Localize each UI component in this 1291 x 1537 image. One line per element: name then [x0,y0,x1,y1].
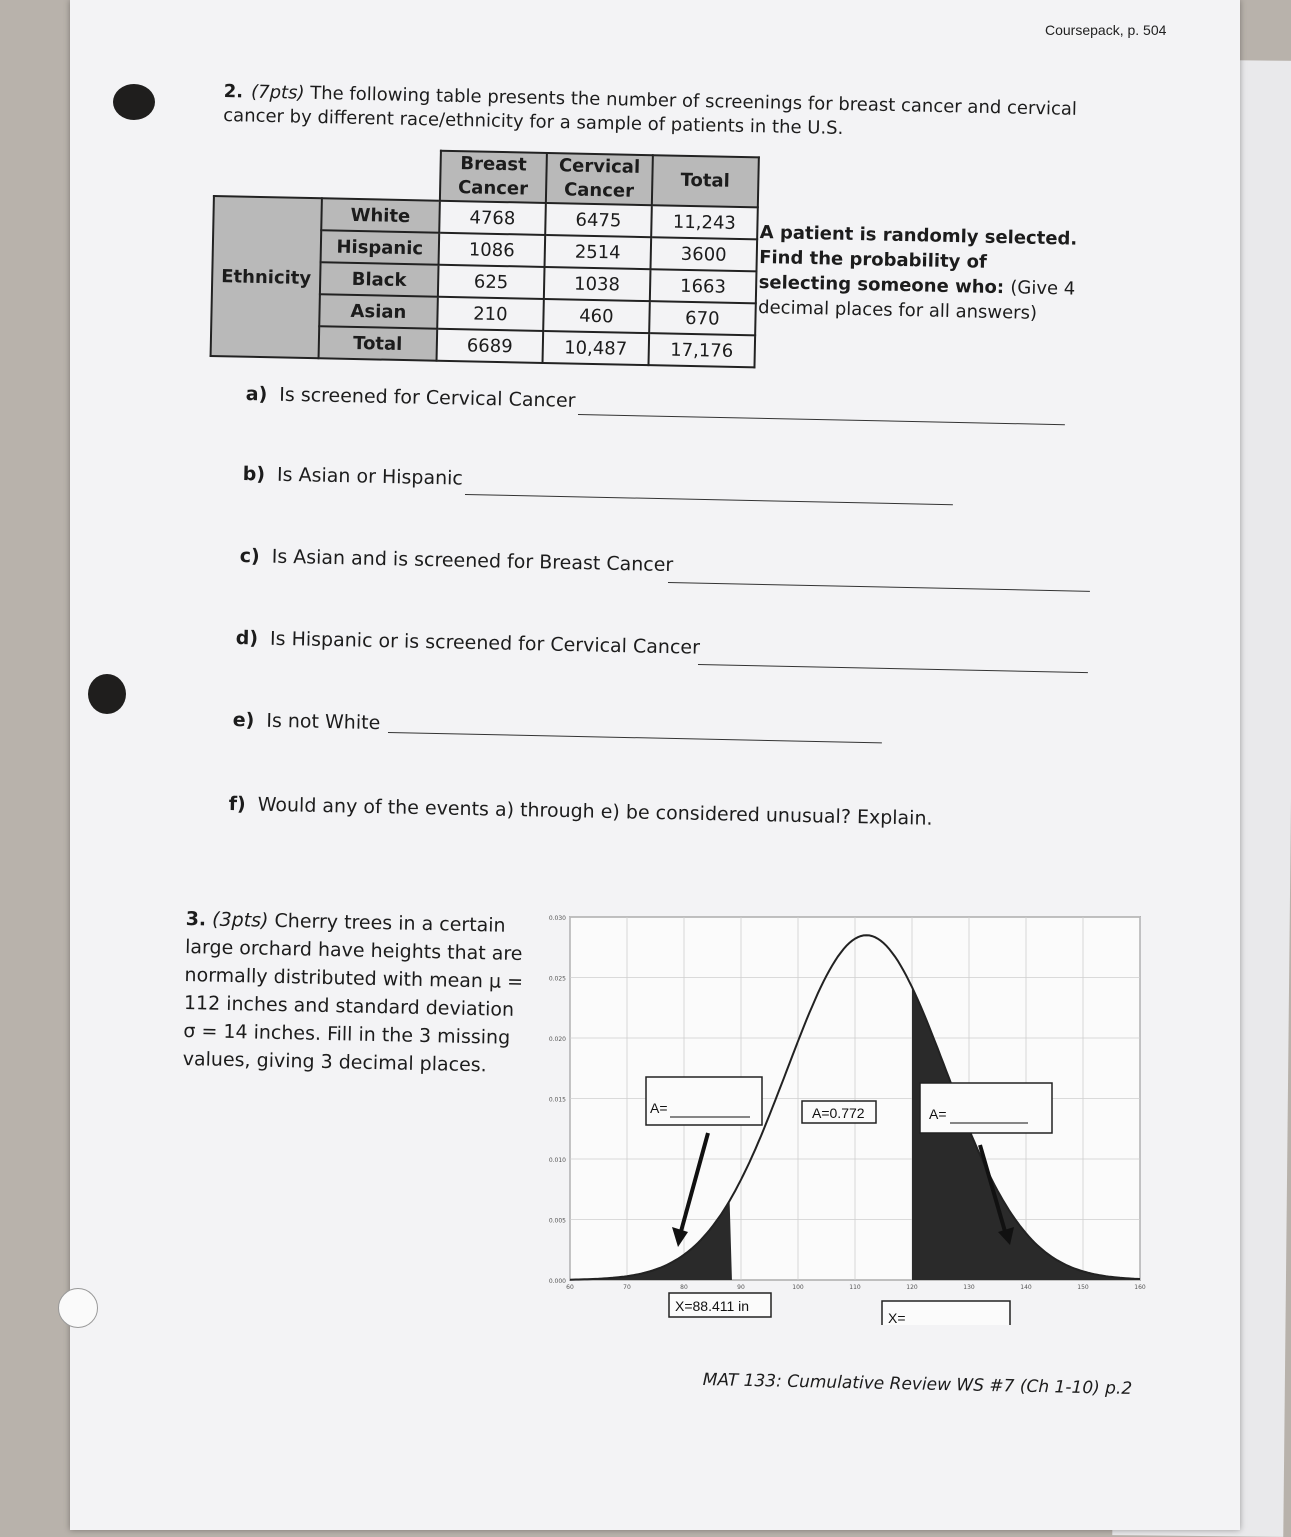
question-number: 2. [223,80,244,103]
instructions [758,220,1080,327]
y-tick-label: 0.025 [548,975,566,983]
x-tick-label: 160 [1134,1284,1146,1291]
group-label-ethnicity: Ethnicity [211,196,322,358]
table-cell: 11,243 [651,205,758,239]
table-cell: 670 [649,301,756,335]
x-tick-label: 140 [1020,1284,1032,1291]
row-label: Total [318,326,437,360]
x-tick-label: 90 [737,1284,745,1291]
normal-curve-chart [540,905,1150,1325]
left-area-label: A= [650,1100,668,1116]
part-a: a) Is screened for Cervical Cancer [245,383,576,412]
table-cell: 460 [543,299,650,333]
question-text: The following table presents the number of screenings for breast cancer and cervical cancer by different race/ethnicity for a sample of patients in the U.S. [223,82,1078,139]
table-cell: 625 [438,265,545,299]
punch-hole-middle [88,674,126,714]
y-tick-label: 0.020 [548,1036,566,1043]
punch-hole-bottom [58,1288,98,1328]
x-tick-label: 60 [566,1284,574,1291]
page-reference: Coursepack, p. 504 [1045,22,1167,38]
row-label: Hispanic [320,230,439,264]
question-3-prompt [182,905,525,1080]
table-cell: 2514 [544,235,651,269]
x-tick-label: 100 [792,1284,804,1291]
question-text: Cherry trees in a certain large orchard have heights that are normally distributed with mean μ = 112 inches and standard deviation σ = 14 inches. Fill in the 3 missing values, giving 3 decimal places. [182,909,524,1077]
table-cell: 1663 [650,269,757,303]
x-tick-label: 130 [963,1284,975,1291]
middle-area-label: A=0.772 [812,1105,865,1121]
row-label: Black [320,262,439,296]
right-area-label: A= [929,1106,947,1122]
table-cell: 4768 [439,201,546,235]
part-c: c) Is Asian and is screened for Breast Cancer [239,545,674,577]
table-cell: 6475 [545,203,652,237]
col-header-total: Total [652,155,759,207]
y-tick-label: 0.015 [548,1096,566,1104]
punch-hole-top [113,84,155,120]
instructions-plain: (Give 4 decimal places for all answers) [757,277,1076,324]
instructions-bold: A patient is randomly selected. Find the probability of selecting someone who: [758,221,1078,299]
table-cell: 10,487 [542,331,649,365]
part-d: d) Is Hispanic or is screened for Cervical Cancer [235,627,701,659]
y-tick-label: 0.030 [548,915,566,922]
x-tick-label: 150 [1077,1284,1089,1291]
row-label: White [321,198,440,232]
x-tick-label: 80 [680,1284,688,1291]
part-b: b) Is Asian or Hispanic [242,463,464,490]
table-cell: 1038 [544,267,651,301]
table-cell: 17,176 [648,333,755,367]
question-points: (3pts) [211,908,269,932]
table-cell: 3600 [650,237,757,271]
y-tick-label: 0.000 [548,1278,566,1285]
question-points: (7pts) [250,81,305,104]
x-tick-label: 120 [906,1284,918,1291]
table-cell: 1086 [438,233,545,267]
col-header-breast: Breast Cancer [440,151,547,203]
right-x-label: X= [888,1310,906,1325]
col-header-cervical: Cervical Cancer [546,153,653,205]
table-cell: 6689 [436,329,543,363]
footer-text: MAT 133: Cumulative Review WS #7 (Ch 1-10) p.2 [702,1370,1133,1399]
part-f: f) Would any of the events a) through e) be considered unusual? Explain. [228,793,933,830]
x-tick-label: 70 [623,1284,631,1291]
table-cell: 210 [437,297,544,331]
y-tick-label: 0.005 [548,1217,566,1225]
x-tick-label: 110 [849,1284,861,1291]
row-label: Asian [319,294,438,328]
y-tick-label: 0.010 [548,1157,566,1164]
question-number: 3. [185,907,207,931]
screening-table [210,145,760,368]
left-x-label: X=88.411 in [675,1298,750,1314]
part-e: e) Is not White [232,709,381,735]
